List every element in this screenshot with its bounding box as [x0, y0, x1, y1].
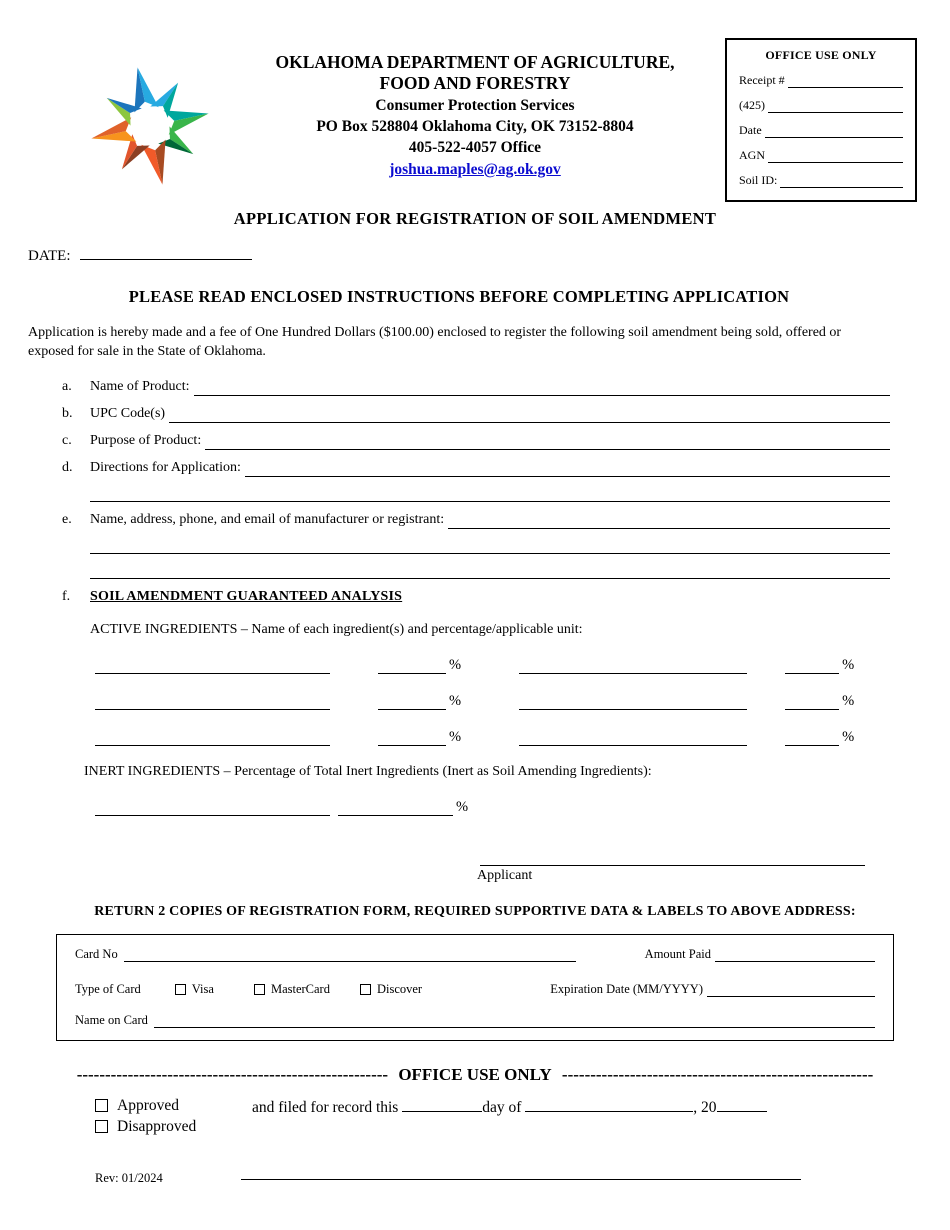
agency-phone: 405-522-4057 Office: [408, 139, 542, 157]
percent-sign: %: [842, 728, 855, 745]
agency-name-line1: OKLAHOMA DEPARTMENT OF AGRICULTURE,: [275, 52, 675, 72]
amount-paid-line[interactable]: [715, 950, 875, 962]
return-copies-heading: RETURN 2 COPIES OF REGISTRATION FORM, REQUIRED SUPPORTIVE DATA & LABELS TO ABOVE ADDRESS:: [94, 903, 856, 919]
item-a-label: Name of Product:: [90, 378, 190, 394]
item-c-label: Purpose of Product:: [90, 432, 202, 448]
disapproved-checkbox[interactable]: [95, 1120, 108, 1133]
item-d-label: Directions for Application:: [90, 459, 241, 475]
payment-box: [56, 934, 894, 1041]
expiration-group: [550, 982, 875, 997]
divider-title: OFFICE USE ONLY: [398, 1064, 552, 1084]
item-b-label: UPC Code(s): [90, 405, 166, 421]
date-row: [28, 247, 890, 265]
ingredient-percent-line[interactable]: [785, 660, 839, 674]
code-425-field: [739, 98, 903, 113]
mastercard-checkbox[interactable]: [254, 984, 265, 995]
approved-checkbox[interactable]: [95, 1099, 108, 1112]
revision-label: Rev: 01/2024: [95, 1170, 163, 1185]
payment-row-1: [75, 947, 875, 962]
agency-address: PO Box 528804 Oklahoma City, OK 73152-8804: [316, 118, 634, 136]
item-d-letter: d.: [62, 459, 73, 475]
inert-percent-line[interactable]: [338, 802, 453, 816]
office-signature-line[interactable]: [241, 1168, 801, 1180]
ingredient-name-line[interactable]: [95, 732, 330, 746]
type-of-card-label: Type of Card: [75, 981, 141, 996]
applicant-signature-line[interactable]: [480, 852, 865, 866]
odaff-logo: [88, 60, 212, 192]
name-on-card-label: Name on Card: [75, 1012, 148, 1027]
item-a-letter: a.: [62, 378, 72, 394]
ingredient-percent-line[interactable]: [378, 732, 446, 746]
disapproved-option[interactable]: [95, 1118, 252, 1136]
visa-checkbox[interactable]: [175, 984, 186, 995]
filed-prefix: and filed for record this: [252, 1098, 399, 1116]
expiration-line[interactable]: [707, 985, 875, 997]
office-date-label: Date: [739, 123, 762, 137]
purpose-of-product-line[interactable]: [205, 436, 890, 450]
agn-line[interactable]: [768, 151, 903, 163]
soil-id-label: Soil ID:: [739, 173, 778, 187]
visa-label: Visa: [191, 981, 214, 996]
approval-checkboxes: [95, 1097, 252, 1139]
percent-sign: %: [842, 656, 855, 673]
intro-paragraph: Application is hereby made and a fee of One Hundred Dollars ($100.00) enclosed to register the following soil amendment being sold, offered or exposed for sale in the State of Oklahoma.: [28, 325, 842, 360]
receipt-label: Receipt #: [739, 73, 785, 87]
card-no-line[interactable]: [124, 950, 576, 962]
filed-suffix: , 20: [693, 1098, 717, 1116]
item-d-row: [28, 459, 890, 477]
form-header: [0, 0, 950, 205]
percent-sign: %: [449, 656, 462, 673]
filed-year-line[interactable]: [717, 1098, 767, 1112]
payment-row-3: [75, 1013, 875, 1028]
amount-paid-group: [645, 947, 875, 962]
expiration-label: Expiration Date (MM/YYYY): [550, 981, 703, 996]
mastercard-label: MasterCard: [270, 981, 330, 996]
percent-sign: %: [449, 728, 462, 745]
amount-paid-label: Amount Paid: [644, 946, 711, 961]
ingredient-percent-line[interactable]: [785, 696, 839, 710]
divider-dashes-right: -------------------------------------------------------: [561, 1064, 874, 1084]
item-b-row: [28, 405, 890, 423]
directions-line-2[interactable]: [90, 486, 890, 502]
item-c-row: [28, 432, 890, 450]
instructions-heading: PLEASE READ ENCLOSED INSTRUCTIONS BEFORE COMPLETING APPLICATION: [128, 287, 790, 306]
discover-option[interactable]: [360, 982, 422, 997]
soil-id-field: [739, 173, 903, 188]
item-b-letter: b.: [62, 405, 73, 421]
disapproved-label: Disapproved: [117, 1117, 197, 1135]
name-on-card-line[interactable]: [154, 1016, 875, 1028]
approved-label: Approved: [117, 1096, 179, 1114]
ingredient-name-line[interactable]: [519, 660, 747, 674]
bottom-row: [0, 1165, 950, 1185]
inert-name-line[interactable]: [95, 802, 330, 816]
filed-month-line[interactable]: [525, 1098, 693, 1112]
receipt-line[interactable]: [788, 76, 903, 88]
item-c-letter: c.: [62, 432, 72, 448]
ingredient-name-line[interactable]: [95, 660, 330, 674]
ingredient-name-line[interactable]: [519, 732, 747, 746]
form-title: APPLICATION FOR REGISTRATION OF SOIL AMENDMENT: [233, 209, 717, 228]
code-425-line[interactable]: [768, 101, 903, 113]
date-label: DATE:: [28, 248, 71, 264]
discover-checkbox[interactable]: [360, 984, 371, 995]
agency-header-text: [205, 0, 745, 179]
manufacturer-line-2[interactable]: [90, 538, 890, 554]
agn-label: AGN: [739, 148, 765, 162]
upc-code-line[interactable]: [169, 409, 890, 423]
office-date-line[interactable]: [765, 126, 903, 138]
email-link[interactable]: joshua.maples@ag.ok.gov: [389, 160, 561, 178]
date-line[interactable]: [80, 247, 252, 260]
soil-id-line[interactable]: [780, 176, 903, 188]
approved-option[interactable]: [95, 1097, 252, 1115]
mastercard-option[interactable]: [254, 982, 330, 997]
item-a-row: [28, 378, 890, 396]
receipt-field: [739, 73, 903, 88]
inert-ingredient-row: [95, 798, 890, 816]
ingredient-percent-line[interactable]: [378, 696, 446, 710]
item-f-row: [28, 588, 890, 606]
agency-name-line2: FOOD AND FORESTRY: [379, 73, 571, 94]
visa-option[interactable]: [175, 982, 214, 997]
active-ingredient-row-2: [95, 692, 890, 710]
percent-sign: %: [449, 692, 462, 709]
item-f-letter: f.: [62, 588, 71, 604]
approval-section: [95, 1097, 950, 1139]
ingredient-percent-line[interactable]: [378, 660, 446, 674]
applicant-label: Applicant: [477, 867, 533, 883]
item-e-letter: e.: [62, 511, 72, 527]
ingredient-percent-line[interactable]: [785, 732, 839, 746]
code-425-label: (425): [739, 98, 765, 112]
active-ingredients-heading: ACTIVE INGREDIENTS – Name of each ingredient(s) and percentage/applicable unit:: [90, 621, 583, 637]
discover-label: Discover: [376, 981, 423, 996]
active-ingredient-row-3: [95, 728, 890, 746]
manufacturer-line-3[interactable]: [90, 563, 890, 579]
name-of-product-line[interactable]: [194, 382, 890, 396]
active-ingredient-row-1: [95, 656, 890, 674]
guaranteed-analysis-heading: SOIL AMENDMENT GUARANTEED ANALYSIS: [90, 588, 403, 604]
divider-dashes-left: -------------------------------------------------------: [76, 1064, 389, 1084]
percent-sign: %: [456, 798, 469, 815]
office-use-box: [725, 38, 917, 202]
filed-day-line[interactable]: [402, 1098, 482, 1112]
filed-record-text: [252, 1097, 767, 1139]
item-e-label: Name, address, phone, and email of manufacturer or registrant:: [90, 511, 445, 527]
manufacturer-line-1[interactable]: [448, 515, 890, 529]
ingredient-name-line[interactable]: [95, 696, 330, 710]
office-use-box-title: OFFICE USE ONLY: [765, 48, 877, 62]
agn-field: [739, 148, 903, 163]
card-no-label: Card No: [75, 946, 118, 961]
inert-ingredients-heading: INERT INGREDIENTS – Percentage of Total Inert Ingredients (Inert as Soil Amending Ingredients):: [84, 763, 652, 779]
filed-middle: day of: [482, 1098, 522, 1116]
item-e-row: [28, 511, 890, 529]
office-use-divider: [0, 1065, 950, 1085]
office-date-field: [739, 123, 903, 138]
directions-line-1[interactable]: [245, 463, 890, 477]
payment-row-2: [75, 982, 875, 997]
agency-division: Consumer Protection Services: [375, 96, 575, 114]
form-body: [0, 247, 950, 884]
odaff-star-icon: [88, 60, 212, 192]
ingredient-name-line[interactable]: [519, 696, 747, 710]
percent-sign: %: [842, 692, 855, 709]
